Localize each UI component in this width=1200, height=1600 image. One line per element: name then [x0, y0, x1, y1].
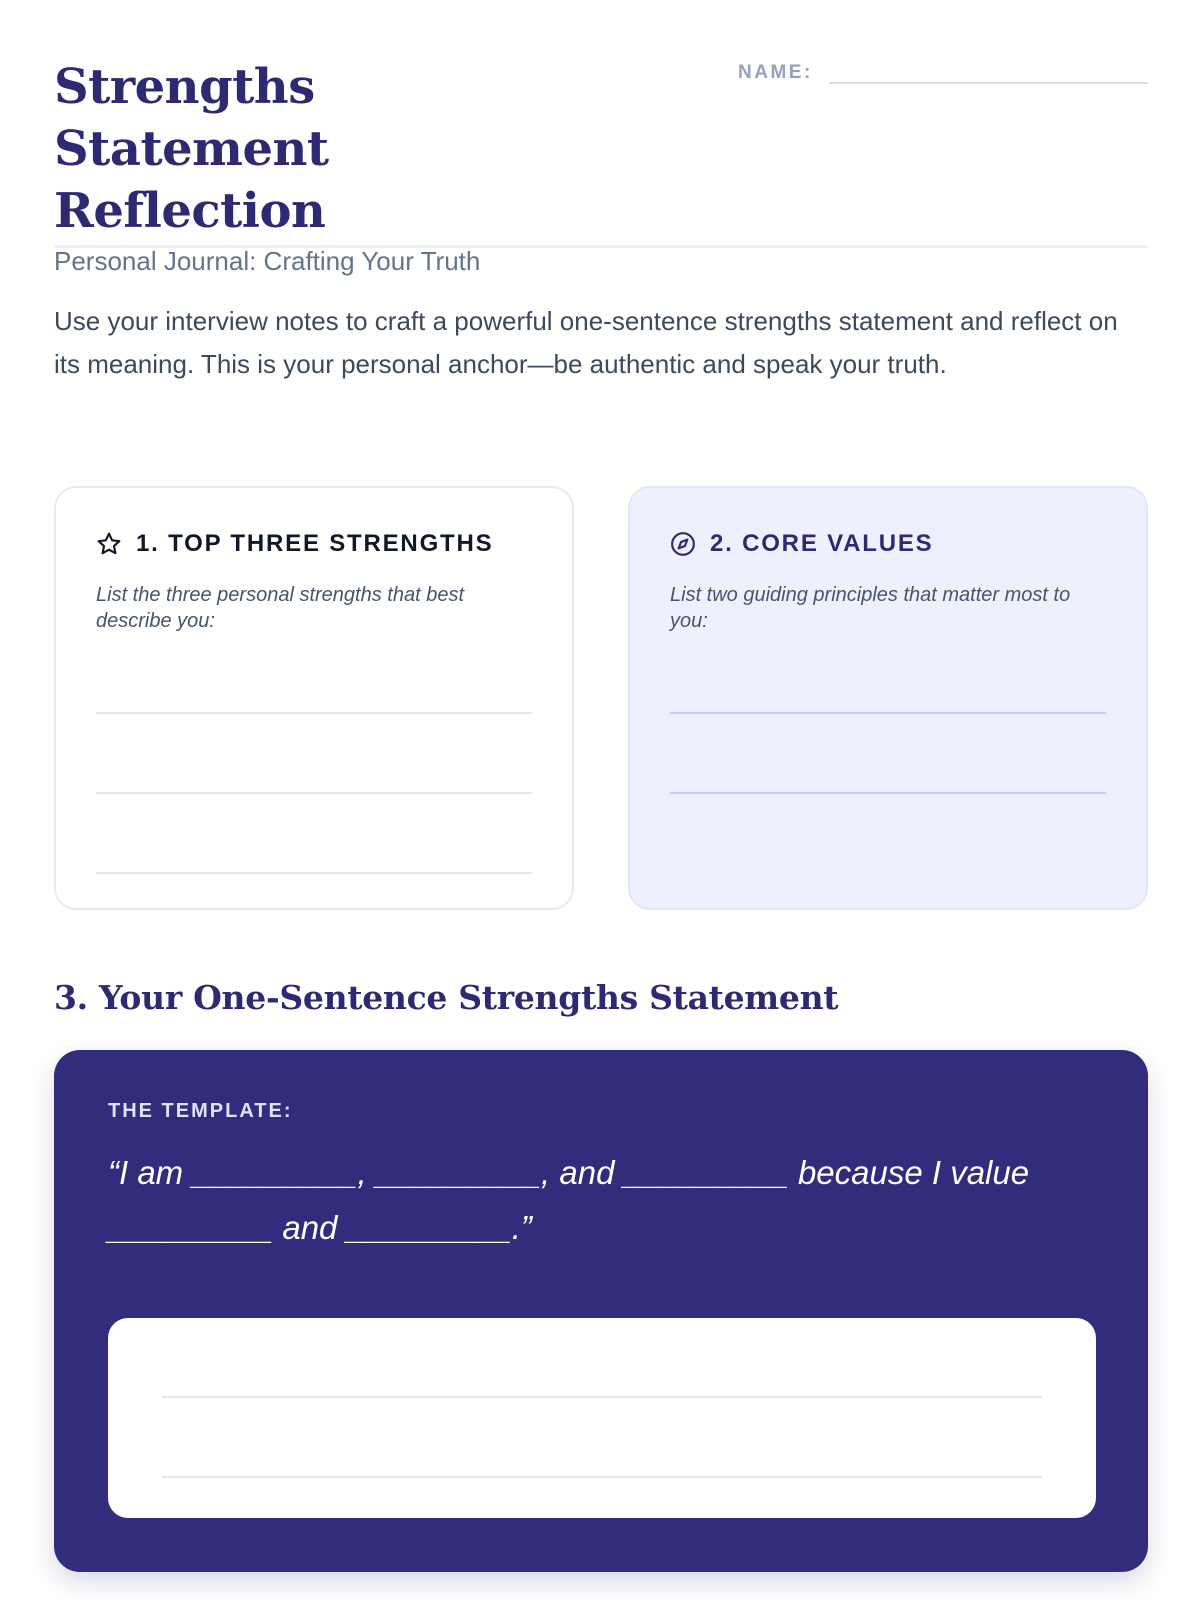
strengths-card [54, 486, 574, 910]
values-description: List two guiding principles that matter most to you: [670, 584, 1071, 632]
name-input-line[interactable] [829, 60, 1148, 84]
values-heading-row [670, 526, 1106, 562]
template-box [54, 1050, 1148, 1572]
statement-write-line[interactable] [162, 1398, 1042, 1478]
page-subtitle: Personal Journal: Crafting Your Truth [54, 246, 481, 276]
name-field-group [738, 60, 1148, 84]
statement-section-title: 3. Your One-Sentence Strengths Statement [54, 978, 839, 1017]
values-lines [670, 634, 1106, 794]
strengths-description: List the three personal strengths that best describe you: [96, 584, 464, 632]
strengths-heading: 1. TOP THREE STRENGTHS [136, 530, 494, 557]
name-label: NAME: [738, 62, 813, 83]
strength-write-line[interactable] [96, 794, 532, 874]
strength-write-line[interactable] [96, 714, 532, 794]
page-header [54, 56, 1148, 276]
page-title: Strengths Statement Reflection [54, 59, 329, 239]
template-label: THE TEMPLATE: [108, 1100, 293, 1122]
values-card [628, 486, 1148, 910]
star-icon [96, 531, 122, 557]
template-text: “I am _________, _________, and _________ because I value _________ and _________.” [108, 1154, 1030, 1246]
strengths-lines [96, 634, 532, 874]
value-write-line[interactable] [670, 714, 1106, 794]
strengths-heading-row [96, 526, 532, 562]
statement-answer-box[interactable] [108, 1318, 1096, 1518]
values-heading: 2. CORE VALUES [710, 530, 934, 557]
value-write-line[interactable] [670, 634, 1106, 714]
compass-icon [670, 531, 696, 557]
statement-write-line[interactable] [162, 1318, 1042, 1398]
intro-text: Use your interview notes to craft a powerful one-sentence strengths statement and reflect on its meaning. This is your personal anchor—be authentic and speak your truth. [54, 306, 1118, 379]
strength-write-line[interactable] [96, 634, 532, 714]
